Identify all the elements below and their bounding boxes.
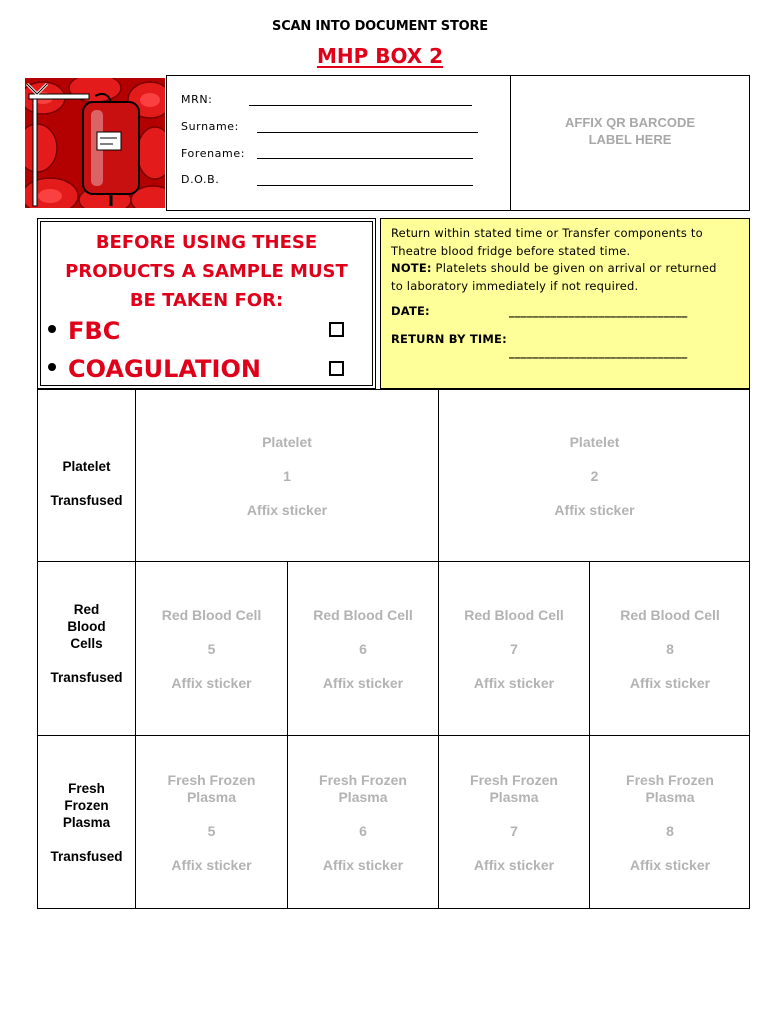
cell-number: 6 xyxy=(359,641,367,657)
cell-sticker-hint: Affix sticker xyxy=(171,857,252,873)
barcode-line-2: LABEL HERE xyxy=(588,132,672,147)
cell-name: Fresh Frozen xyxy=(626,772,714,788)
rbc-5-sticker-area[interactable] xyxy=(136,607,287,692)
cell-name: Red Blood Cell xyxy=(464,607,564,623)
cell-number: 5 xyxy=(207,823,216,839)
mrn-label: MRN: xyxy=(181,93,213,106)
barcode-label-box xyxy=(511,75,750,211)
dob-label: D.O.B. xyxy=(181,173,220,186)
cell-sticker-hint: Affix sticker xyxy=(246,502,328,518)
bullet-icon xyxy=(48,325,56,333)
cell-number: 8 xyxy=(666,823,674,839)
patient-details-box xyxy=(166,75,511,211)
cell-sticker-hint: Affix sticker xyxy=(322,857,404,873)
cell-name: Fresh Frozen xyxy=(470,772,558,788)
platelet-row-label xyxy=(38,458,135,509)
cell-sticker-hint: Affix sticker xyxy=(629,857,711,873)
cell-name: Fresh Frozen xyxy=(167,772,256,788)
barcode-line-1: AFFIX QR BARCODE xyxy=(565,115,695,130)
ffp-row-label xyxy=(38,780,135,865)
mrn-field[interactable] xyxy=(249,105,472,106)
note-line-1 xyxy=(391,260,743,278)
note-line-2: to laboratory immediately if not required. xyxy=(391,278,639,293)
row-label-transfused: Transfused xyxy=(50,493,123,508)
rbc-7-sticker-area[interactable] xyxy=(439,607,589,692)
cell-sticker-hint: Affix sticker xyxy=(322,675,404,691)
row-label-line: Blood xyxy=(67,619,106,634)
row-label-transfused: Transfused xyxy=(50,849,123,864)
forename-label: Forename: xyxy=(181,147,246,160)
cell-name: Platelet xyxy=(569,434,620,450)
cell-number: 2 xyxy=(590,468,599,484)
surname-label: Surname: xyxy=(181,120,239,133)
return-time-field[interactable]: ______________________________ xyxy=(509,345,688,359)
row-label-transfused: Transfused xyxy=(50,670,123,685)
instruction-line-1: Return within stated time or Transfer components to xyxy=(391,226,703,240)
sample-item-fbc xyxy=(48,317,120,347)
note-text: Platelets should be given on arrival or returned xyxy=(431,261,717,275)
dob-field[interactable] xyxy=(257,185,473,186)
row-label-line: Plasma xyxy=(62,815,111,830)
cell-sticker-hint: Affix sticker xyxy=(554,502,635,518)
cell-number: 1 xyxy=(283,468,291,484)
warning-line-1: BEFORE USING THESE xyxy=(95,232,318,253)
rbc-8-sticker-area[interactable] xyxy=(590,607,750,692)
platelet-2-sticker-area[interactable] xyxy=(439,434,750,519)
cell-sticker-hint: Affix sticker xyxy=(171,675,252,691)
sample-item-label: COAGULATION xyxy=(68,355,261,383)
sample-warning-title xyxy=(38,228,375,315)
cell-sticker-hint: Affix sticker xyxy=(473,675,555,691)
cell-name: Plasma xyxy=(186,789,237,805)
box-title: MHP BOX 2 xyxy=(316,44,444,68)
row-label-line: Frozen xyxy=(64,798,109,813)
cell-name: Red Blood Cell xyxy=(161,607,262,623)
row-label-line: Fresh xyxy=(68,781,105,796)
row-label-line: Red xyxy=(73,602,100,617)
row-label-line: Platelet xyxy=(62,459,111,474)
ffp-6-sticker-area[interactable] xyxy=(288,772,438,874)
cell-number: 8 xyxy=(666,641,674,657)
cell-name: Fresh Frozen xyxy=(319,772,407,788)
bullet-icon xyxy=(48,363,56,371)
cell-sticker-hint: Affix sticker xyxy=(629,675,711,691)
cell-sticker-hint: Affix sticker xyxy=(473,857,555,873)
note-label: NOTE: xyxy=(391,261,432,275)
sample-item-label: FBC xyxy=(68,317,121,345)
rbc-6-sticker-area[interactable] xyxy=(288,607,438,692)
platelet-1-sticker-area[interactable] xyxy=(136,434,438,519)
fbc-checkbox[interactable] xyxy=(329,322,344,337)
sample-warning-box xyxy=(37,218,376,389)
forename-field[interactable] xyxy=(257,158,473,159)
cell-number: 6 xyxy=(359,823,367,839)
return-instructions-box xyxy=(380,218,750,389)
blood-bag-icon xyxy=(25,78,165,208)
coagulation-checkbox[interactable] xyxy=(329,361,344,376)
warning-line-2: PRODUCTS A SAMPLE MUST xyxy=(65,261,348,282)
transfused-components-grid xyxy=(37,389,750,909)
sample-item-coagulation xyxy=(48,355,261,385)
ffp-7-sticker-area[interactable] xyxy=(439,772,589,874)
cell-name: Plasma xyxy=(645,789,695,805)
surname-field[interactable] xyxy=(257,132,478,133)
ffp-8-sticker-area[interactable] xyxy=(590,772,750,874)
cell-number: 7 xyxy=(510,823,518,839)
cell-number: 5 xyxy=(207,641,216,657)
ffp-5-sticker-area[interactable] xyxy=(136,772,287,874)
cell-name: Plasma xyxy=(489,789,539,805)
cell-name: Plasma xyxy=(338,789,388,805)
instruction-line-2: Theatre blood fridge before stated time. xyxy=(391,243,631,258)
cell-number: 7 xyxy=(510,641,518,657)
rbc-row-label xyxy=(38,601,135,686)
date-label: DATE: xyxy=(391,304,430,318)
cell-name: Red Blood Cell xyxy=(620,607,720,623)
cell-name: Platelet xyxy=(262,434,312,450)
cell-name: Red Blood Cell xyxy=(313,607,413,623)
return-time-label: RETURN BY TIME: xyxy=(391,332,507,346)
warning-line-3: BE TAKEN FOR: xyxy=(129,290,284,311)
date-field[interactable]: ______________________________ xyxy=(509,304,688,318)
scan-header: SCAN INTO DOCUMENT STORE xyxy=(272,19,488,34)
row-label-line: Cells xyxy=(70,636,103,651)
